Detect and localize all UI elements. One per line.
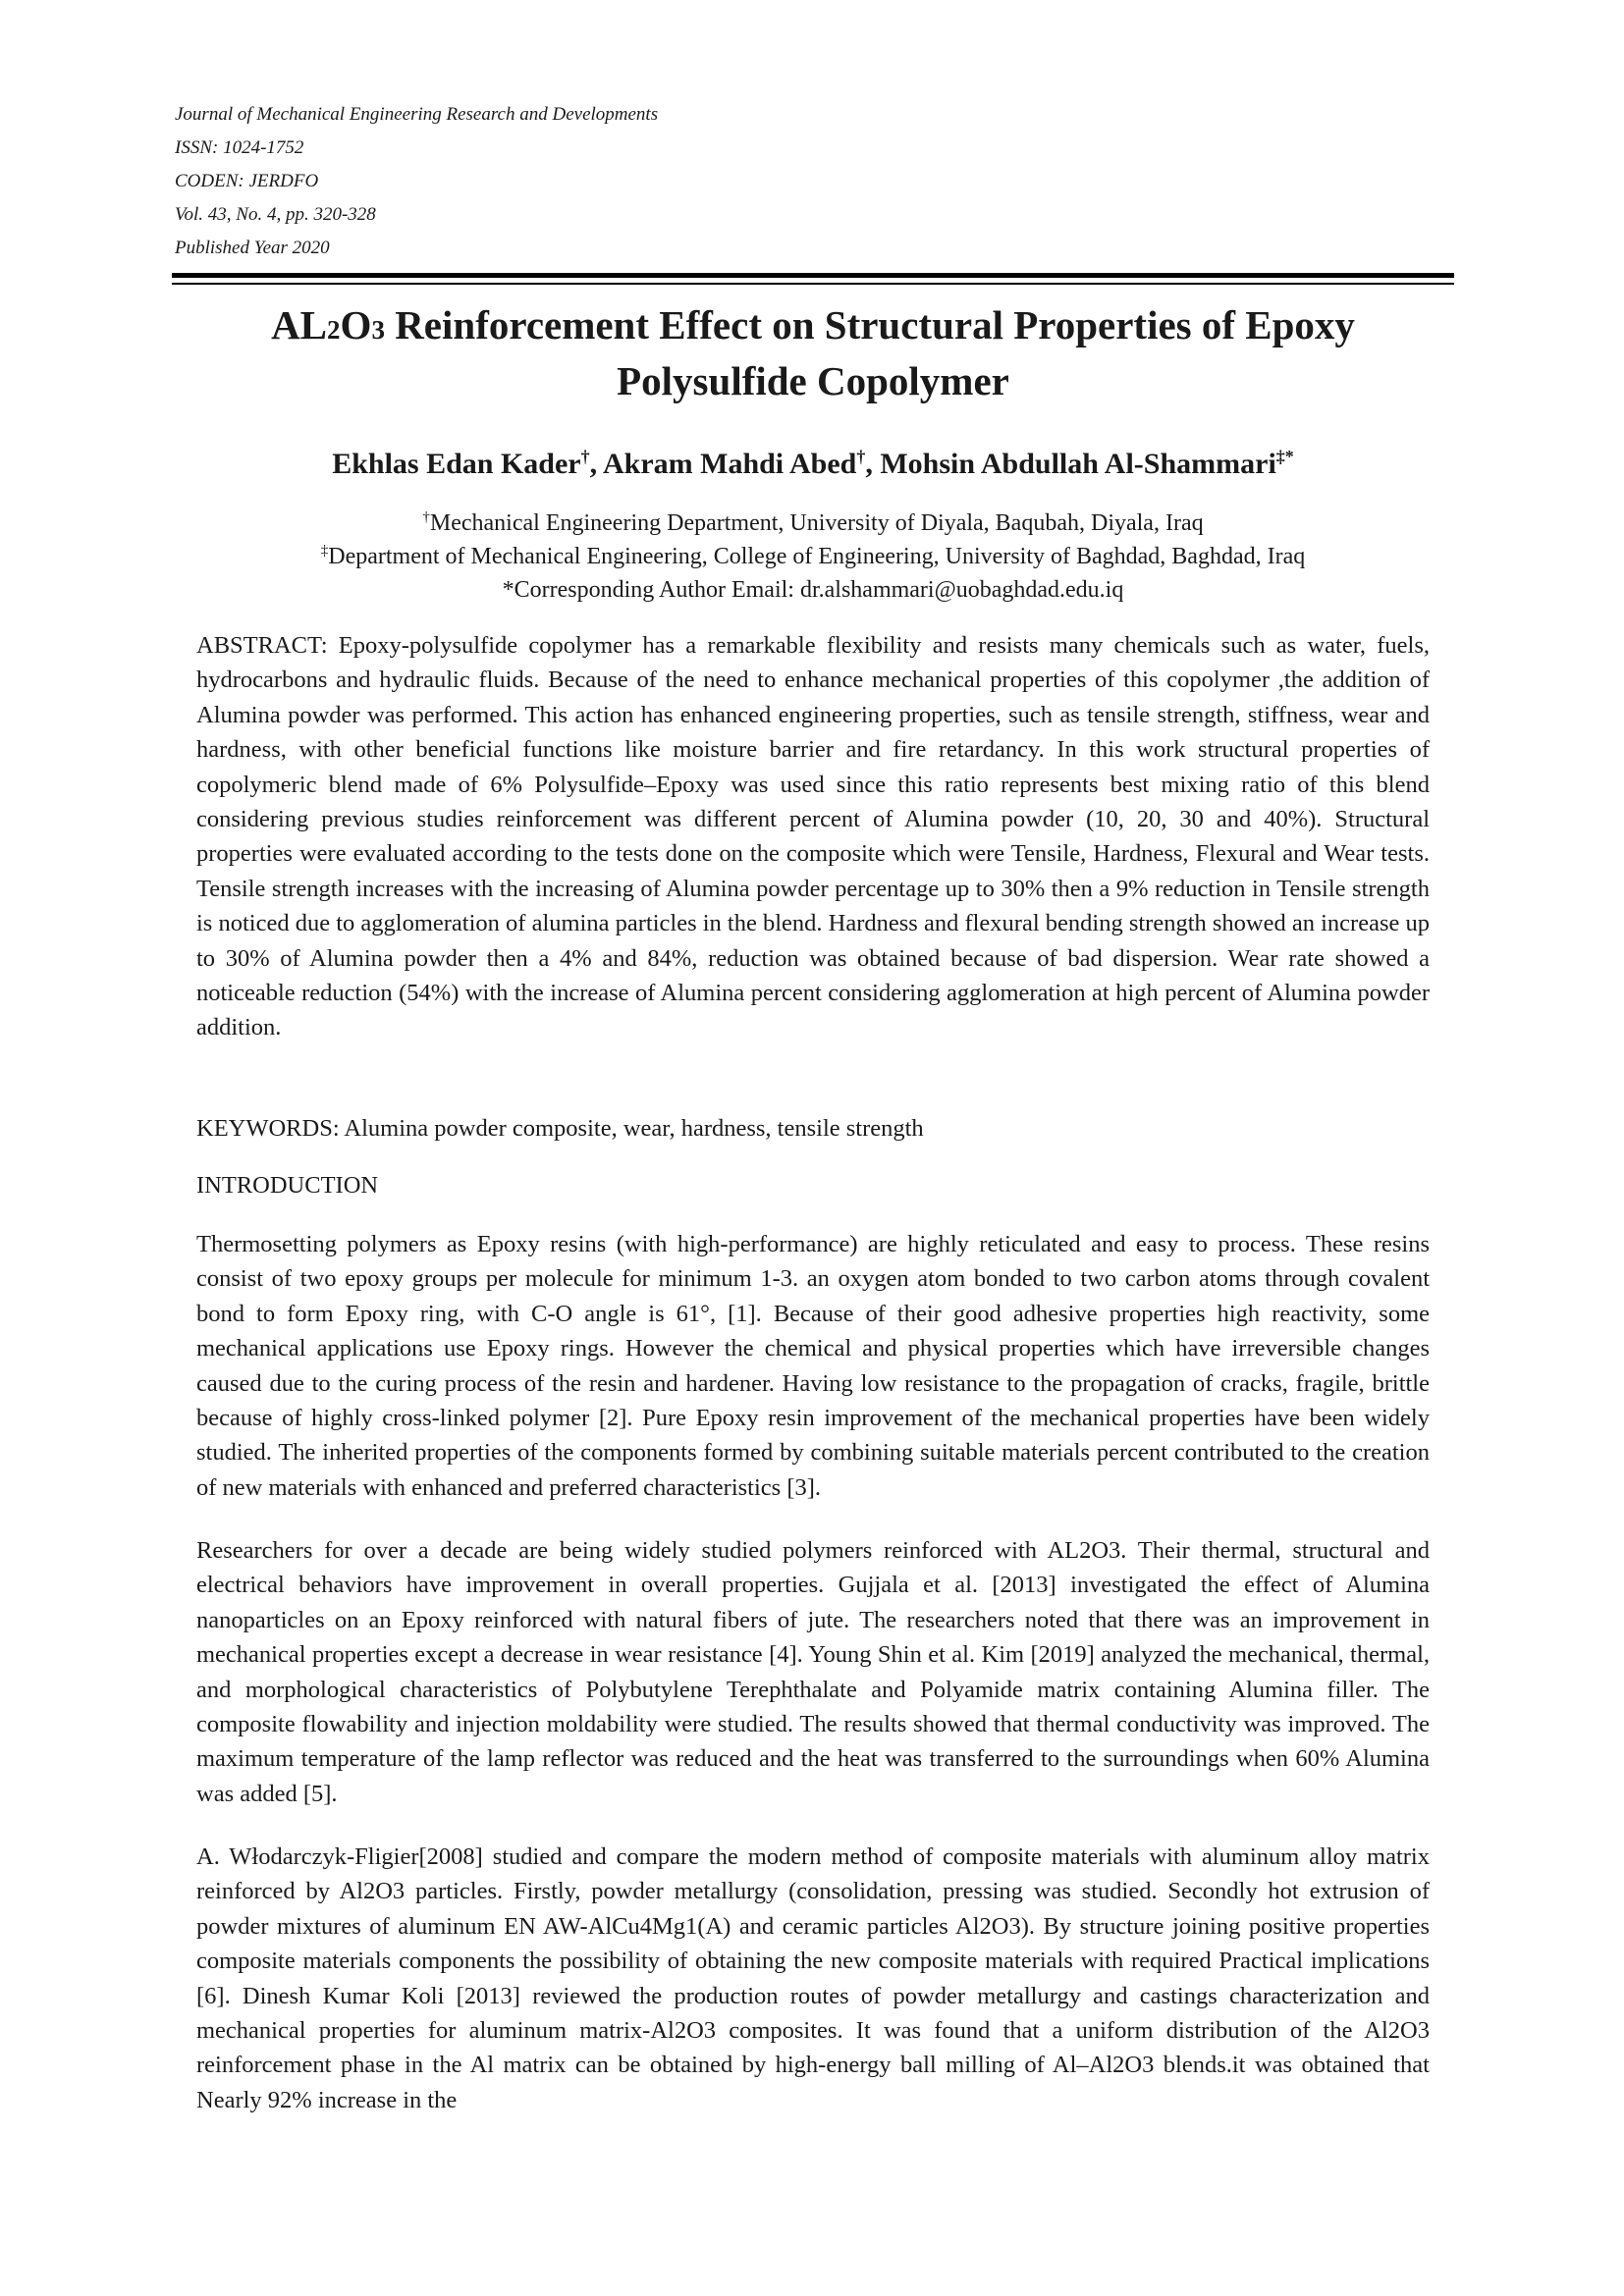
intro-paragraph-3: A. Włodarczyk-Fligier[2008] studied and compare the modern method of composite materials with aluminum alloy matrix reinforced by Al2O3 particles. Firstly, powder metallurgy (consolidation, pressing was studied. Secondly hot extrusion of powder mixtures of aluminum EN AW-AlCu4Mg1(A) and ceramic particles Al2O3). By structure joining positive properties composite materials components the possibility of obtaining the new composite materials with required Practical implications [6]. Dinesh Kumar Koli [2013] reviewed the production routes of powder metallurgy and castings characterization and mechanical properties for aluminum matrix-Al2O3 composites. It was found that a uniform distribution of the Al2O3 reinforcement phase in the Al matrix can be obtained by high-energy ball milling of Al–Al2O3 blends.it was obtained that Nearly 92% increase in the xyxy=(196,1843,1430,2113)
corresponding-author-email: *Corresponding Author Email: dr.alshammari@uobaghdad.edu.iq xyxy=(502,577,1124,603)
affiliations xyxy=(172,507,1454,607)
journal-header xyxy=(175,98,658,265)
header-rule-thin xyxy=(172,283,1454,285)
journal-published: Published Year 2020 xyxy=(175,238,330,258)
title-subscript-2: 2 xyxy=(327,315,341,345)
intro-paragraph-2: Researchers for over a decade are being widely studied polymers reinforced with AL2O3. Their thermal, structural and electrical behaviors have improvement in overall properties. Gujjala et al. [2013] investigated the effect of Alumina nanoparticles on an Epoxy reinforced with natural fibers of jute. The researchers noted that there was an improvement in mechanical properties except a decrease in wear resistance [4]. Young Shin et al. Kim [2019] analyzed the mechanical, thermal, and morphological characteristics of Polybutylene Terephthalate and Polyamide matrix containing Alumina filler. The composite flowability and injection moldability were studied. The results showed that thermal conductivity was improved. The maximum temperature of the lamp reflector was reduced and the heat was transferred to the surroundings when 60% Alumina was added [5]. xyxy=(196,1537,1430,1807)
affiliation-1 xyxy=(172,507,1454,540)
author-2: Akram Mahdi Abed xyxy=(602,448,857,480)
introduction-heading: INTRODUCTION xyxy=(196,1172,379,1199)
affiliation-1-mark: † xyxy=(422,509,430,525)
abstract: ABSTRACT: Epoxy-polysulfide copolymer has a remarkable flexibility and resists many chemicals such as water, fuels, hydrocarbons and hydraulic fluids. Because of the need to enhance mechanical properties of this copolymer ,the addition of Alumina powder was performed. This action has enhanced engineering properties, such as tensile strength, stiffness, wear and hardness, with other beneficial functions like moisture barrier and fire retardancy. In this work structural properties of copolymeric blend made of 6% Polysulfide–Epoxy was used since this ratio represents best mixing ratio of this blend considering previous studies reinforcement was different percent of Alumina powder (10, 20, 30 and 40%). Structural properties were evaluated according to the tests done on the composite which were Tensile, Hardness, Flexural and Wear tests. Tensile strength increases with the increasing of Alumina powder percentage up to 30% then a 9% reduction in Tensile strength is noticed due to agglomeration of alumina particles in the blend. Hardness and flexural bending strength showed an increase up to 30% of Alumina powder then a 4% and 84%, reduction was obtained because of bad dispersion. Wear rate showed a noticeable reduction (54%) with the increase of Alumina percent considering agglomeration at high percent of Alumina powder addition. xyxy=(196,632,1430,1041)
journal-issn: ISSN: 1024-1752 xyxy=(175,137,304,158)
author-3: Mohsin Abdullah Al-Shammari xyxy=(880,448,1276,480)
intro-paragraph-1: Thermosetting polymers as Epoxy resins (with high-performance) are highly reticulated and easy to process. These resins consist of two epoxy groups per molecule for minimum 1-3. an oxygen atom bonded to two carbon atoms through covalent bond to form Epoxy ring, with C-O angle is 61°, [1]. Because of their good adhesive properties high reactivity, some mechanical applications use Epoxy rings. However the chemical and physical properties which have irreversible changes caused due to the curing process of the resin and hardener. Having low resistance to the propagation of cracks, fragile, brittle because of highly cross-linked polymer [2]. Pure Epoxy resin improvement of the mechanical properties have been widely studied. The inherited properties of the components formed by combining suitable materials percent contributed to the creation of new materials with enhanced and preferred characteristics [3]. xyxy=(196,1231,1430,1501)
title-rest: Reinforcement Effect on Structural Properties of Epoxy Polysulfide Copolymer xyxy=(384,302,1355,403)
affiliation-2-text: Department of Mechanical Engineering, College of Engineering, University of Baghdad, Baghdad, Iraq xyxy=(328,544,1306,569)
author-1-mark: † xyxy=(580,447,590,466)
affiliation-2-mark: ‡ xyxy=(320,543,329,559)
author-2-mark: † xyxy=(856,447,866,466)
author-separator-2: , xyxy=(865,448,881,480)
paper-title xyxy=(172,299,1454,406)
author-1: Ekhlas Edan Kader xyxy=(332,448,581,480)
author-separator-1: , xyxy=(589,448,603,480)
title-subscript-3: 3 xyxy=(371,315,385,345)
affiliation-2 xyxy=(172,540,1454,573)
author-3-mark: ‡* xyxy=(1275,447,1294,466)
title-al: AL xyxy=(271,302,328,347)
author-list xyxy=(172,445,1454,484)
header-rule-thick xyxy=(172,273,1454,278)
journal-name: Journal of Mechanical Engineering Research and Developments xyxy=(175,104,659,125)
journal-volume: Vol. 43, No. 4, pp. 320-328 xyxy=(175,204,376,225)
affiliation-1-text: Mechanical Engineering Department, University of Diyala, Baqubah, Diyala, Iraq xyxy=(429,510,1204,536)
title-o: O xyxy=(340,302,372,347)
keywords: KEYWORDS: Alumina powder composite, wear, hardness, tensile strength xyxy=(196,1115,924,1142)
journal-coden: CODEN: JERDFO xyxy=(175,171,319,191)
